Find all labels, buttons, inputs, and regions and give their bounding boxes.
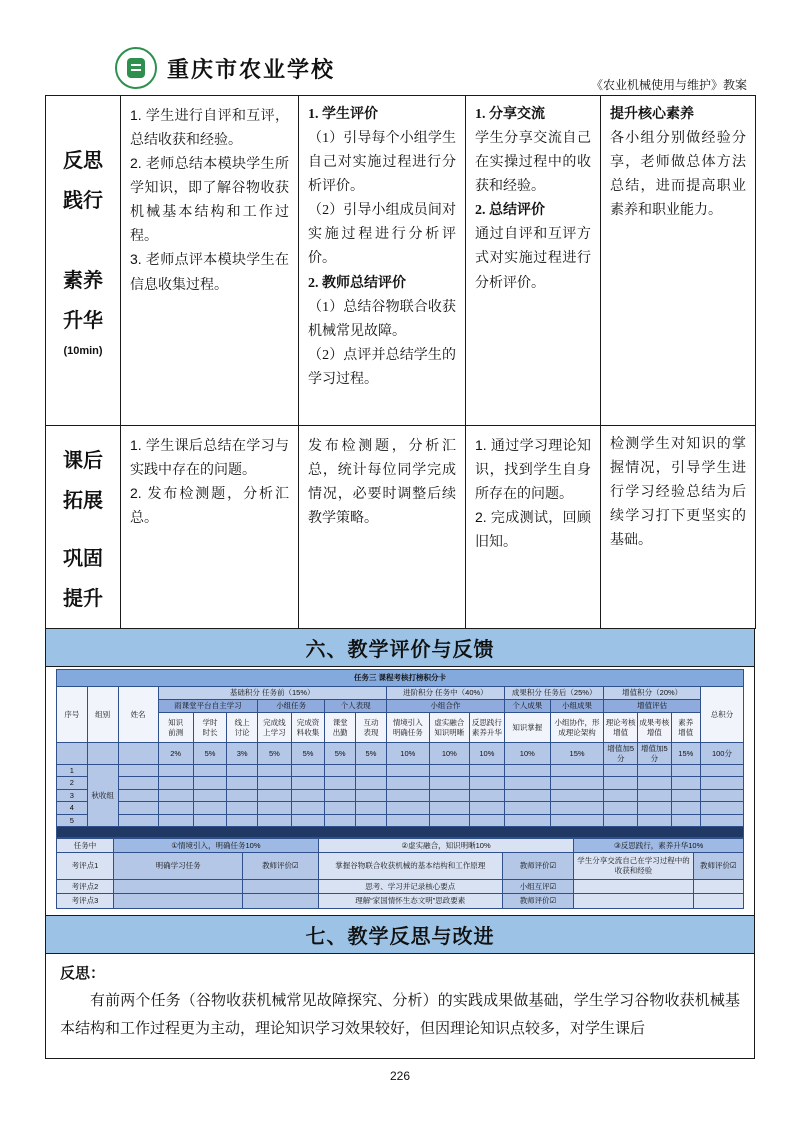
empty-score-cell	[604, 814, 638, 826]
teacher-activity-cell	[121, 426, 299, 629]
col-header: 互动 表现	[356, 713, 387, 743]
section-seven-header: 七、教学反思与改进	[45, 916, 755, 954]
empty-score-cell	[638, 789, 672, 801]
empty-score-cell	[325, 814, 356, 826]
row-number: 2	[57, 777, 88, 789]
empty-score-cell	[386, 777, 429, 789]
student-activity-cell	[466, 96, 601, 426]
stage-word: 拓展	[63, 490, 103, 512]
empty-score-cell	[114, 893, 243, 908]
empty-score-cell	[604, 789, 638, 801]
empty-score-cell	[243, 879, 319, 893]
eval-point-label: 考评点2	[57, 879, 114, 893]
stage-word: 反思	[63, 150, 103, 172]
empty-score-cell	[258, 814, 292, 826]
stage-word: 升华	[63, 310, 103, 332]
empty-score-cell	[227, 789, 258, 801]
empty-score-cell	[356, 814, 387, 826]
empty-score-cell	[158, 765, 193, 777]
empty-score-cell	[193, 802, 227, 814]
document-title: 《农业机械使用与维护》教案	[590, 78, 747, 92]
row-number: 5	[57, 814, 88, 826]
subgroup: 小组成果	[550, 700, 604, 713]
col-header: 理论考核 增值	[604, 713, 638, 743]
paragraph: 各小组分别做经验分享，老师做总体方法总结，进而提高职业素养和职业能力。	[610, 131, 746, 219]
empty-score-cell	[700, 814, 743, 826]
col-header: 反思践行 素养升华	[469, 713, 504, 743]
paragraph: 1. 学生课后总结在学习与实践中存在的问题。	[130, 437, 289, 478]
scorecard-section	[45, 667, 755, 916]
student-activity-cell	[466, 426, 601, 629]
weight: 10%	[469, 743, 504, 765]
col-header: 学时 时长	[193, 713, 227, 743]
weight: 增值加5分	[604, 743, 638, 765]
col-header: 完成线 上学习	[258, 713, 292, 743]
col-header: 虚实融合 知识明晰	[429, 713, 469, 743]
empty-score-cell	[118, 743, 158, 765]
stage-row-reflect	[46, 96, 756, 426]
paragraph: 学生分享交流自己在实操过程中的收获和经验。	[475, 131, 591, 195]
empty-score-cell	[550, 814, 604, 826]
empty-score-cell	[118, 765, 158, 777]
empty-score-cell	[193, 789, 227, 801]
empty-score-cell	[550, 765, 604, 777]
empty-score-cell	[700, 802, 743, 814]
col-header: 知识掌握	[504, 713, 550, 743]
empty-score-cell	[158, 777, 193, 789]
empty-score-cell	[429, 789, 469, 801]
weight: 15%	[671, 743, 700, 765]
subgroup: 雨课堂平台自主学习	[158, 700, 257, 713]
paragraph: 2. 总结评价	[475, 203, 545, 219]
empty-score-cell	[604, 802, 638, 814]
page-header	[45, 45, 755, 95]
empty-score-cell	[550, 789, 604, 801]
group-basic: 基础积分 任务前（15%）	[158, 687, 386, 700]
empty-score-cell	[700, 789, 743, 801]
paragraph: 1. 学生进行自评和互评，总结收获和经验。	[130, 107, 289, 148]
school-brand	[115, 47, 335, 89]
empty-score-cell	[193, 814, 227, 826]
separator-row	[57, 826, 744, 837]
reflection-label: 反思：	[60, 964, 106, 982]
scorecard-table	[56, 669, 744, 838]
empty-score-cell	[258, 777, 292, 789]
empty-score-cell	[291, 789, 325, 801]
eval-desc: 理解“家国情怀生态文明”思政要素	[318, 893, 502, 908]
eval-point-label: 考评点3	[57, 893, 114, 908]
subgroup: 小组合作	[386, 700, 504, 713]
weight: 10%	[386, 743, 429, 765]
empty-score-cell	[550, 777, 604, 789]
col-header: 小组协作，形 成理论架构	[550, 713, 604, 743]
col-header-total: 总积分	[700, 687, 743, 743]
paragraph: 1. 分享交流	[475, 107, 545, 122]
empty-score-cell	[574, 893, 694, 908]
paragraph: 1. 通过学习理论知识，找到学生自身所存在的问题。	[475, 437, 591, 502]
paragraph: 2. 教师总结评价	[308, 275, 406, 291]
empty-score-cell	[356, 802, 387, 814]
empty-score-cell	[504, 814, 550, 826]
weight: 5%	[258, 743, 292, 765]
empty-score-cell	[227, 802, 258, 814]
empty-score-cell	[671, 765, 700, 777]
empty-score-cell	[87, 743, 118, 765]
row-number: 1	[57, 765, 88, 777]
empty-score-cell	[638, 777, 672, 789]
empty-score-cell	[193, 777, 227, 789]
eval-check: 教师评价☑	[693, 852, 743, 879]
empty-score-cell	[118, 777, 158, 789]
empty-score-cell	[693, 879, 743, 893]
weight: 10%	[504, 743, 550, 765]
empty-score-cell	[258, 765, 292, 777]
paragraph: （1）引导每个小组学生自己对实施过程进行分析评价。	[308, 131, 456, 195]
eval-check: 教师评价☑	[502, 893, 573, 908]
row-number: 4	[57, 802, 88, 814]
paragraph: 2. 完成测试，回顾旧知。	[475, 509, 591, 550]
empty-score-cell	[291, 765, 325, 777]
weight: 15%	[550, 743, 604, 765]
empty-score-cell	[118, 814, 158, 826]
col-header: 完成资 料收集	[291, 713, 325, 743]
empty-score-cell	[356, 765, 387, 777]
empty-score-cell	[356, 789, 387, 801]
empty-score-cell	[158, 802, 193, 814]
subgroup: 个人表现	[325, 700, 387, 713]
eval-band-2: ②虚实融合，知识明晰10%	[318, 838, 574, 852]
weight: 5%	[291, 743, 325, 765]
paragraph: 3. 老师点评本模块学生在信息收集过程。	[130, 251, 289, 292]
empty-score-cell	[504, 789, 550, 801]
weight: 增值加5分	[638, 743, 672, 765]
empty-score-cell	[693, 893, 743, 908]
empty-score-cell	[325, 802, 356, 814]
subgroup: 个人成果	[504, 700, 550, 713]
stage-word: 课后	[63, 450, 103, 472]
empty-score-cell	[429, 777, 469, 789]
stage-label-cell	[46, 96, 121, 426]
eval-band-1: ①情境引入，明确任务10%	[114, 838, 319, 852]
empty-score-cell	[671, 814, 700, 826]
col-header: 情境引入 明确任务	[386, 713, 429, 743]
stage-table	[45, 95, 756, 629]
stage-duration: (10min)	[63, 345, 103, 357]
stage-word: 素养	[63, 270, 103, 292]
empty-score-cell	[429, 814, 469, 826]
empty-score-cell	[227, 814, 258, 826]
empty-score-cell	[574, 879, 694, 893]
empty-score-cell	[671, 802, 700, 814]
evaluation-activity-cell	[299, 426, 466, 629]
eval-desc: 思考、学习并记录核心要点	[318, 879, 502, 893]
empty-score-cell	[638, 765, 672, 777]
empty-score-cell	[638, 814, 672, 826]
col-header-name: 姓名	[118, 687, 158, 743]
empty-score-cell	[258, 789, 292, 801]
paragraph: （1）总结谷物联合收获机械常见故障。	[308, 299, 456, 339]
empty-score-cell	[386, 802, 429, 814]
empty-score-cell	[671, 777, 700, 789]
empty-score-cell	[227, 765, 258, 777]
empty-score-cell	[243, 893, 319, 908]
stage-row-afterclass	[46, 426, 756, 629]
paragraph: 提升核心素养	[610, 107, 694, 122]
design-intent-cell	[601, 426, 756, 629]
empty-score-cell	[504, 802, 550, 814]
school-name: 重庆市农业学校	[167, 56, 336, 82]
school-logo-icon	[115, 47, 157, 89]
stage-word: 巩固	[63, 548, 103, 570]
empty-score-cell	[429, 765, 469, 777]
empty-score-cell	[325, 765, 356, 777]
empty-score-cell	[325, 777, 356, 789]
col-header-index: 序号	[57, 687, 88, 743]
empty-score-cell	[504, 777, 550, 789]
subgroup: 小组任务	[258, 700, 325, 713]
empty-score-cell	[118, 802, 158, 814]
eval-points-table	[56, 838, 744, 909]
empty-score-cell	[114, 879, 243, 893]
empty-score-cell	[158, 789, 193, 801]
eval-desc: 明确学习任务	[114, 852, 243, 879]
empty-score-cell	[700, 777, 743, 789]
empty-score-cell	[118, 789, 158, 801]
reflection-section	[45, 954, 755, 1059]
empty-score-cell	[504, 765, 550, 777]
weight: 3%	[227, 743, 258, 765]
empty-score-cell	[469, 789, 504, 801]
paragraph: （2）点评并总结学生的学习过程。	[308, 347, 456, 387]
weight-total: 100分	[700, 743, 743, 765]
eval-check: 小组互评☑	[502, 879, 573, 893]
stage-label-cell	[46, 426, 121, 629]
col-header: 线上 讨论	[227, 713, 258, 743]
weight: 5%	[356, 743, 387, 765]
empty-score-cell	[325, 789, 356, 801]
empty-score-cell	[638, 802, 672, 814]
weight: 5%	[325, 743, 356, 765]
empty-score-cell	[258, 802, 292, 814]
scorecard-title: 任务三 课程考核打榜积分卡	[57, 670, 744, 687]
paragraph: 2. 老师总结本模块学生所学知识，即了解谷物收获机械基本结构和工作过程。	[130, 155, 289, 244]
stage-word: 践行	[63, 190, 103, 212]
eval-band-3: ③反思践行，素养升华10%	[574, 838, 744, 852]
col-header-group: 组别	[87, 687, 118, 743]
empty-score-cell	[291, 814, 325, 826]
eval-desc: 掌握谷物联合收获机械的基本结构和工作原理	[318, 852, 502, 879]
col-header: 课堂 出勤	[325, 713, 356, 743]
col-header: 素养 增值	[671, 713, 700, 743]
empty-score-cell	[386, 789, 429, 801]
eval-point-label: 考评点1	[57, 852, 114, 879]
subgroup: 增值评估	[604, 700, 701, 713]
empty-score-cell	[700, 765, 743, 777]
weight: 10%	[429, 743, 469, 765]
empty-score-cell	[57, 743, 88, 765]
empty-score-cell	[356, 777, 387, 789]
col-header: 成果考核 增值	[638, 713, 672, 743]
weight: 2%	[158, 743, 193, 765]
school-logo-emblem	[127, 58, 145, 78]
empty-score-cell	[604, 777, 638, 789]
empty-score-cell	[550, 802, 604, 814]
empty-score-cell	[386, 765, 429, 777]
section-six-header: 六、教学评价与反馈	[45, 629, 755, 667]
paragraph: 通过自评和互评方式对实施过程进行分析评价。	[475, 227, 591, 291]
eval-check: 教师评价☑	[502, 852, 573, 879]
group-name: 秋收组	[87, 765, 118, 827]
eval-check: 教师评价☑	[243, 852, 319, 879]
empty-score-cell	[469, 814, 504, 826]
paragraph: 检测学生对知识的掌握情况，引导学生进行学习经验总结为后续学习打下更坚实的基础。	[610, 437, 746, 549]
empty-score-cell	[604, 765, 638, 777]
empty-score-cell	[386, 814, 429, 826]
empty-score-cell	[469, 777, 504, 789]
group-advance: 进阶积分 任务中（40%）	[386, 687, 504, 700]
eval-task-label: 任务中	[57, 838, 114, 852]
empty-score-cell	[429, 802, 469, 814]
stage-word: 提升	[63, 588, 103, 610]
design-intent-cell	[601, 96, 756, 426]
empty-score-cell	[193, 765, 227, 777]
paragraph: 2. 发布检测题，分析汇总。	[130, 485, 289, 526]
col-header: 知识 前测	[158, 713, 193, 743]
empty-score-cell	[469, 765, 504, 777]
empty-score-cell	[291, 802, 325, 814]
empty-score-cell	[227, 777, 258, 789]
row-number: 3	[57, 789, 88, 801]
evaluation-activity-cell	[299, 96, 466, 426]
group-addvalue: 增值积分（20%）	[604, 687, 701, 700]
teacher-activity-cell	[121, 96, 299, 426]
empty-score-cell	[158, 814, 193, 826]
weight: 5%	[193, 743, 227, 765]
paragraph: （2）引导小组成员间对实施过程进行分析评价。	[308, 203, 456, 267]
document-page	[45, 45, 755, 1083]
page-number: 226	[389, 1068, 411, 1083]
paragraph: 1. 学生评价	[308, 107, 378, 122]
group-result: 成果积分 任务后（25%）	[504, 687, 603, 700]
reflection-paragraph: 有前两个任务（谷物收获机械常见故障探究、分析）的实践成果做基础，学生学习谷物收获机械基本结构和工作过程更为主动，理论知识学习效果较好，但因理论知识点较多，对学生课后	[60, 992, 740, 1038]
empty-score-cell	[469, 802, 504, 814]
eval-desc: 学生分享交流自己在学习过程中的收获和经验	[574, 852, 694, 879]
paragraph: 发布检测题，分析汇总，统计每位同学完成情况，必要时调整后续教学策略。	[308, 437, 456, 526]
empty-score-cell	[671, 789, 700, 801]
empty-score-cell	[291, 777, 325, 789]
